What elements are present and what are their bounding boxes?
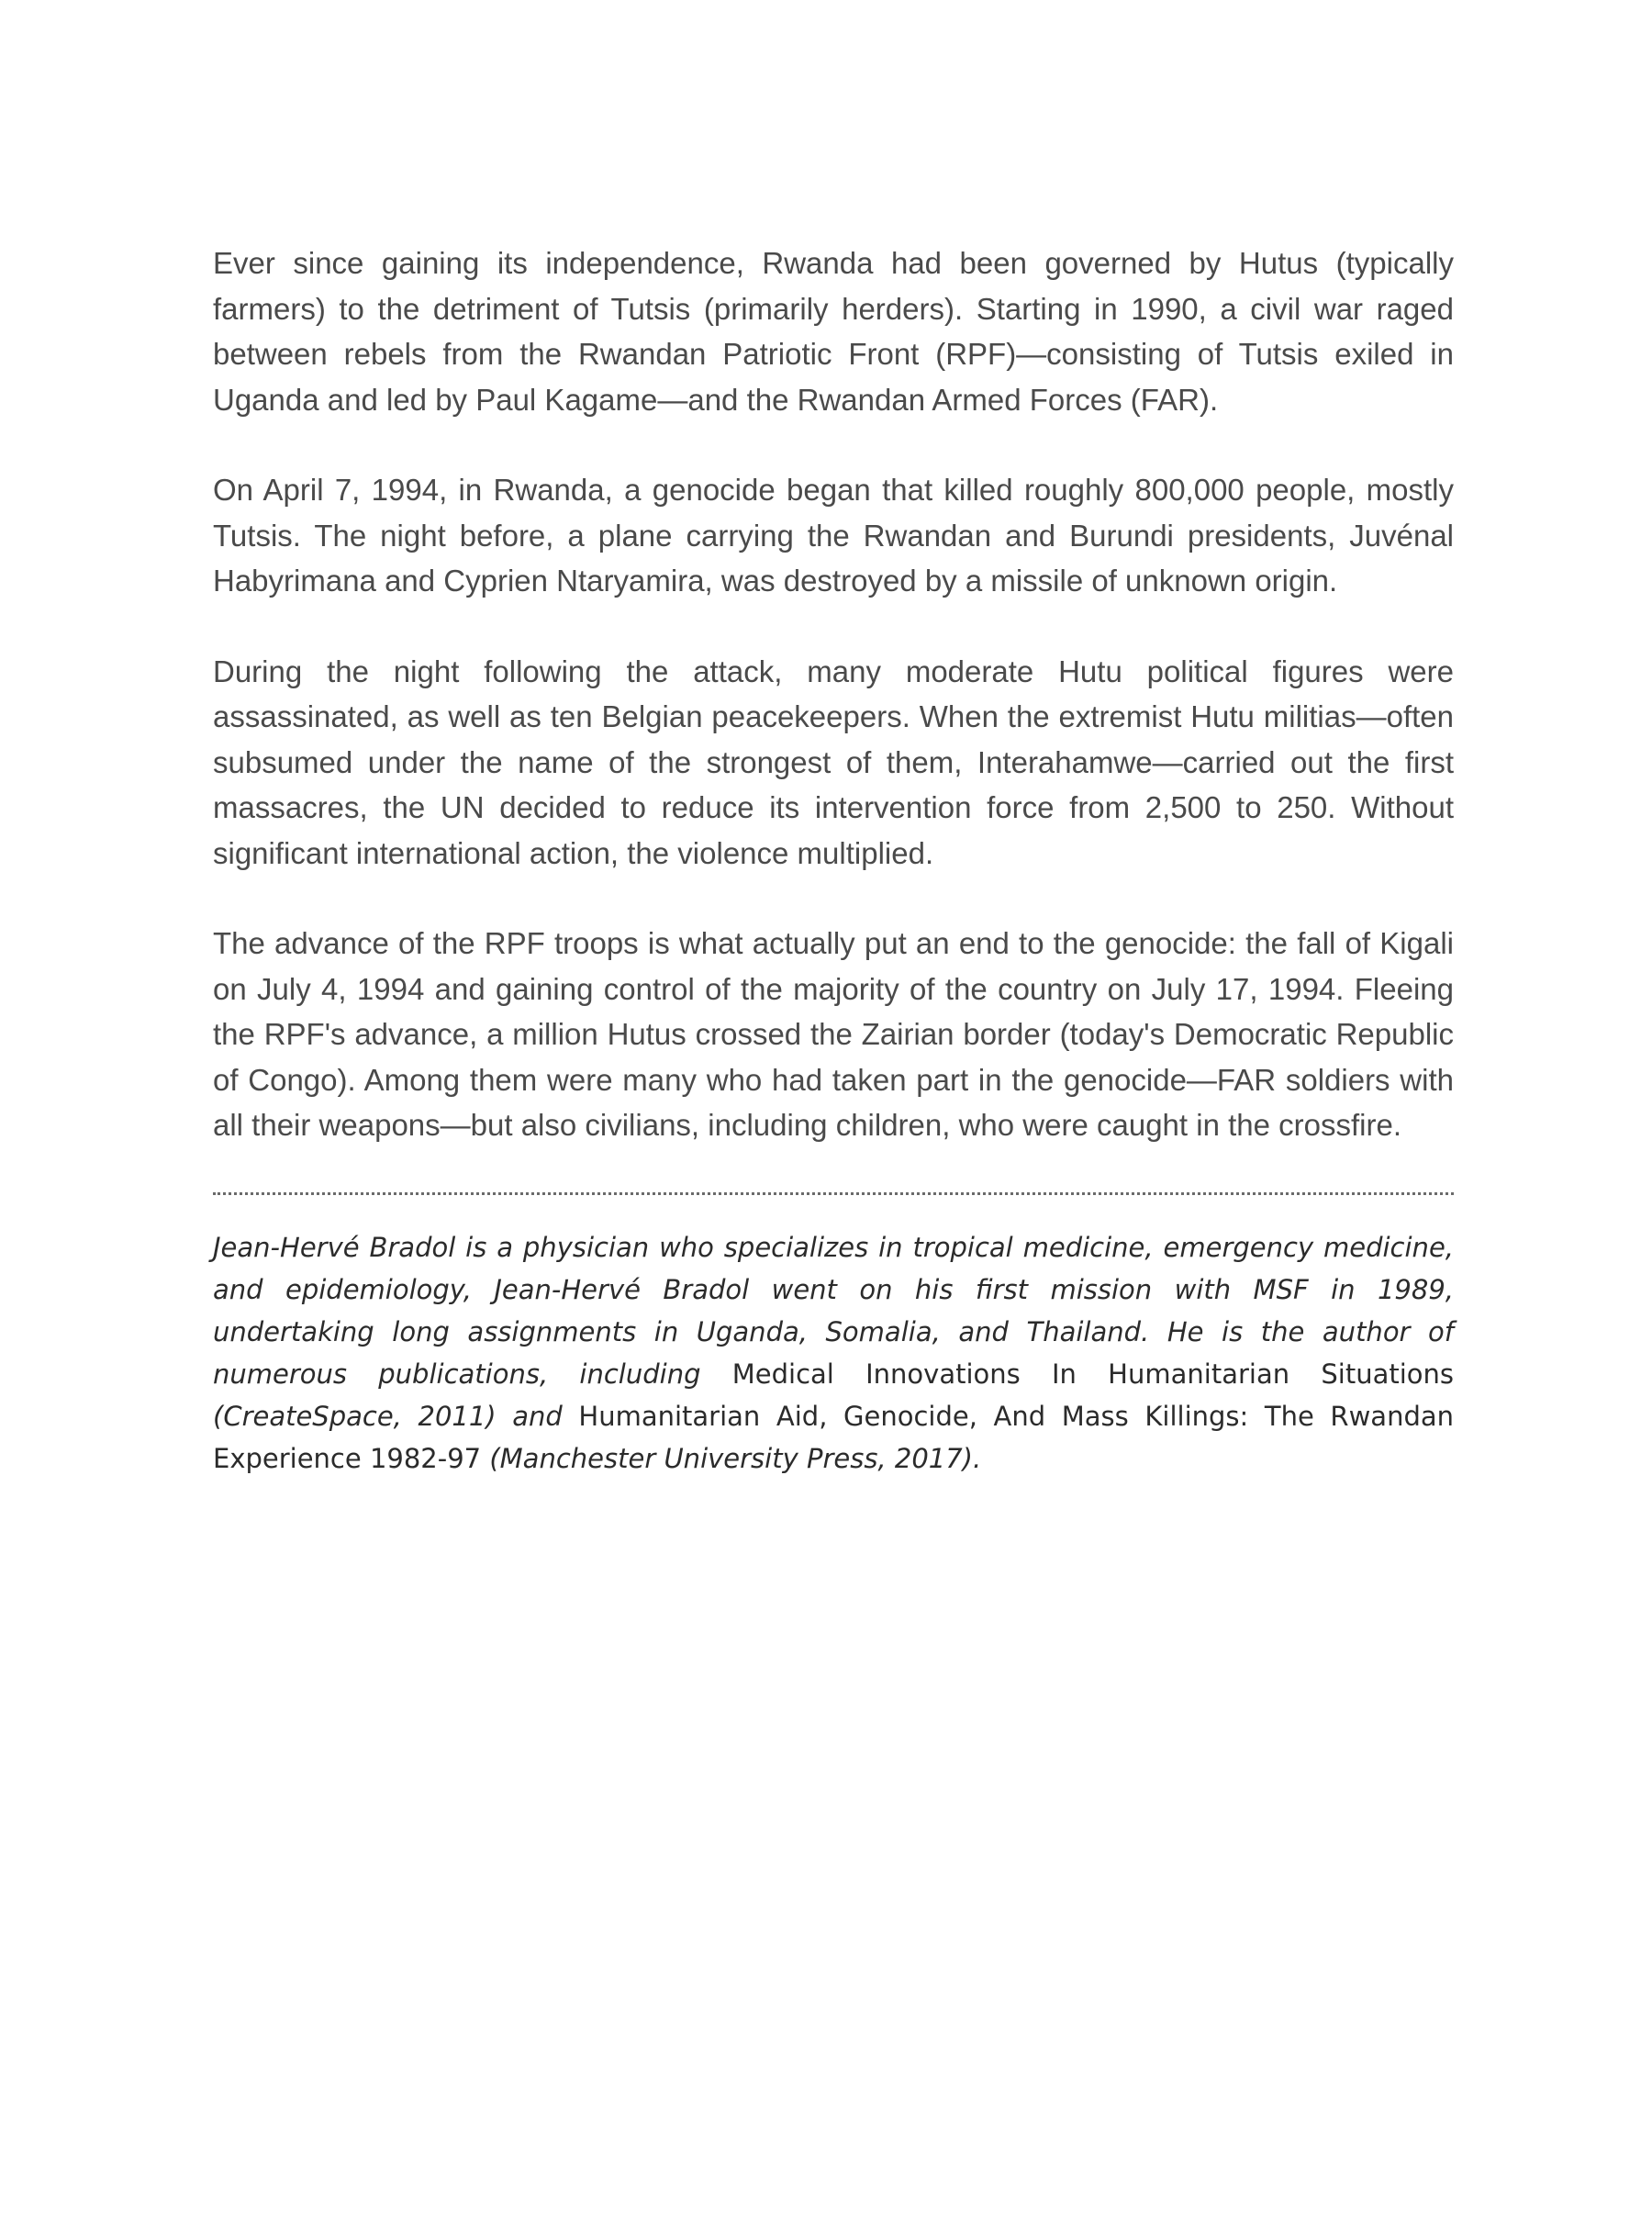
bio-intro: Jean-Hervé Bradol is a physician who specializes in tropical medicine, emergency medicine, and epidemiology, Jean-Hervé Bradol went on his first mission with MSF in 1989, undertaking long assignments in Uganda, Somalia, and Thailand. He is the author of numerous publications, including (213, 1231, 1454, 1390)
paragraph-genocide-start: On April 7, 1994, in Rwanda, a genocide began that killed roughly 800,000 people, mostly Tutsis. The night before, a plane carrying the Rwandan and Burundi presidents, Juvénal Habyrimana and Cyprien Ntaryamira, was destroyed by a missile of unknown origin. (213, 473, 1454, 598)
bio-book2-publisher: (Manchester University Press, 2017). (481, 1442, 982, 1474)
paragraph-night-following: During the night following the attack, many moderate Hutu political figures were assassinated, as well as ten Belgian peacekeepers. When the extremist Hutu militias—often subsumed under the name of the strongest of them, Interahamwe—carried out the first massacres, the UN decided to reduce its intervention force from 2,500 to 250. Without significant international action, the violence multiplied. (213, 654, 1454, 870)
author-bio (213, 1226, 1454, 1480)
bio-book1-publisher: (CreateSpace, 2011) and (213, 1400, 579, 1432)
paragraph-independence: Ever since gaining its independence, Rwanda had been governed by Hutus (typically farmers) to the detriment of Tutsis (primarily herders). Starting in 1990, a civil war raged between rebels from the Rwandan Patriotic Front (RPF)—consisting of Tutsis exiled in Uganda and led by Paul Kagame—and the Rwandan Armed Forces (FAR). (213, 246, 1454, 417)
dotted-divider (213, 1192, 1454, 1195)
paragraph-rpf-advance: The advance of the RPF troops is what actually put an end to the genocide: the fall of Kigali on July 4, 1994 and gaining control of the majority of the country on July 17, 1994. Fleeing the RPF's advance, a million Hutus crossed the Zairian border (today's Democratic Republic of Congo). Among them were many who had taken part in the genocide—FAR soldiers with all their weapons—but also civilians, including children, who were caught in the crossfire. (213, 926, 1454, 1142)
bio-book2-title: Humanitarian Aid, Genocide, And Mass Killings: The Rwandan Experience 1982-97 (213, 1400, 1455, 1474)
article-page (213, 240, 1454, 1506)
bio-book1-title: Medical Innovations In Humanitarian Situations (731, 1358, 1455, 1390)
